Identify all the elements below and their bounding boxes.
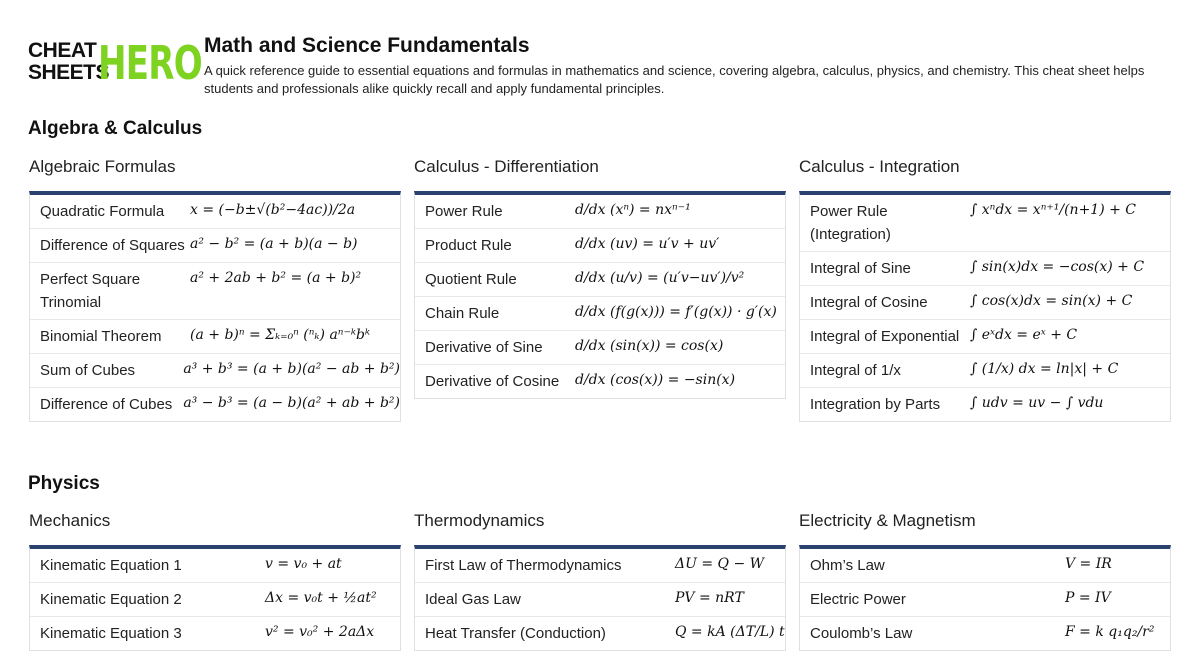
formula-equation: ∫ (1/x) dx = ln|x| + C <box>970 361 1119 377</box>
formula-table <box>414 545 786 651</box>
formula-equation: V = IR <box>1065 556 1112 572</box>
table-row <box>415 195 785 229</box>
formula-equation: v = v₀ + at <box>265 556 342 572</box>
formula-equation: ∫ sin(x)dx = −cos(x) + C <box>970 259 1145 275</box>
formula-equation: PV = nRT <box>675 590 744 606</box>
logo-text: CHEAT SHEETS <box>28 39 110 84</box>
table-row <box>415 617 785 650</box>
formula-label: Product Rule <box>425 237 512 254</box>
formula-equation: Q = kA (ΔT/L) t <box>675 624 785 640</box>
table-row <box>800 617 1170 650</box>
card-title: Calculus - Differentiation <box>414 157 599 176</box>
formula-equation: d/dx (u/v) = (u′v−uv′)/v² <box>575 270 745 286</box>
formula-equation: v² = v₀² + 2aΔx <box>265 624 375 640</box>
table-row <box>30 354 400 388</box>
formula-label: Difference of Squares <box>40 237 185 254</box>
formula-equation: a³ + b³ = (a + b)(a² − ab + b²) <box>183 361 400 377</box>
formula-label: Integral of Sine <box>810 260 911 277</box>
card-calculus-differentiation <box>414 157 786 399</box>
table-row <box>415 229 785 263</box>
formula-label: Quadratic Formula <box>40 203 165 220</box>
table-row <box>415 549 785 583</box>
formula-label: Sum of Cubes <box>40 362 136 379</box>
formula-label: Difference of Cubes <box>40 396 173 413</box>
formula-table <box>414 191 786 399</box>
formula-equation: ∫ udv = uv − ∫ vdu <box>970 395 1104 411</box>
formula-label: Ideal Gas Law <box>425 591 521 608</box>
formula-label: Electric Power <box>810 591 906 608</box>
table-row <box>800 286 1170 320</box>
table-row <box>415 365 785 398</box>
formula-label: Chain Rule <box>425 305 500 322</box>
formula-equation: x = (−b±√(b²−4ac))/2a <box>190 202 356 218</box>
section-title-algebra-calculus: Algebra & Calculus <box>28 118 203 139</box>
table-row <box>415 331 785 365</box>
formula-table <box>29 545 401 651</box>
formula-label: Kinematic Equation 3 <box>40 625 182 642</box>
table-row <box>30 549 400 583</box>
table-row <box>415 297 785 331</box>
logo-hero-text: HERO <box>98 36 202 90</box>
formula-label: Kinematic Equation 1 <box>40 557 182 574</box>
card-title: Mechanics <box>29 511 111 530</box>
formula-label: Integral of Cosine <box>810 294 928 311</box>
formula-label: Power Rule (Integration) <box>810 203 891 243</box>
card-algebraic-formulas <box>29 157 401 422</box>
formula-label: Derivative of Sine <box>425 339 543 356</box>
formula-equation: ∫ eˣdx = eˣ + C <box>970 327 1078 343</box>
table-row <box>30 617 400 650</box>
cheatsheets-hero-logo[interactable] <box>28 36 202 90</box>
formula-label: Coulomb’s Law <box>810 625 913 642</box>
formula-table <box>799 545 1171 651</box>
formula-label: Integration by Parts <box>810 396 941 413</box>
formula-equation: d/dx (uv) = u′v + uv′ <box>575 236 720 252</box>
formula-equation: ΔU = Q − W <box>675 556 765 572</box>
table-row <box>30 583 400 617</box>
formula-label: Perfect Square Trinomial <box>40 271 141 311</box>
formula-equation: d/dx (xⁿ) = nxⁿ⁻¹ <box>575 202 691 218</box>
table-row <box>800 195 1170 252</box>
formula-label: Heat Transfer (Conduction) <box>425 625 606 642</box>
table-row <box>800 388 1170 421</box>
table-row <box>30 263 400 320</box>
formula-equation: d/dx (f(g(x))) = f′(g(x)) · g′(x) <box>575 304 777 320</box>
formula-equation: a³ − b³ = (a − b)(a² + ab + b²) <box>183 395 400 411</box>
card-mechanics <box>29 511 401 651</box>
formula-equation: (a + b)ⁿ = Σₖ₌₀ⁿ (ⁿₖ) aⁿ⁻ᵏbᵏ <box>190 327 371 343</box>
card-title: Electricity & Magnetism <box>799 511 976 530</box>
formula-equation: F = k q₁q₂/r² <box>1065 624 1155 640</box>
card-thermodynamics <box>414 511 786 651</box>
page-description: A quick reference guide to essential equations and formulas in mathematics and science, covering algebra, calculus, physics, and chemistry. This cheat sheet helps students and professionals alike quickly recall and apply fundamental principles. <box>204 63 1145 96</box>
formula-label: Derivative of Cosine <box>425 373 560 390</box>
formula-equation: d/dx (cos(x)) = −sin(x) <box>575 372 736 388</box>
page-title: Math and Science Fundamentals <box>204 34 530 57</box>
formula-equation: ∫ cos(x)dx = sin(x) + C <box>970 293 1133 309</box>
table-row <box>30 388 400 421</box>
table-row <box>415 263 785 297</box>
card-title: Thermodynamics <box>414 511 545 530</box>
formula-equation: Δx = v₀t + ½at² <box>265 590 377 606</box>
card-title: Algebraic Formulas <box>29 157 176 176</box>
formula-label: Integral of Exponential <box>810 328 960 345</box>
formula-label: Power Rule <box>425 203 503 220</box>
formula-label: Integral of 1/x <box>810 362 901 379</box>
section-title-physics: Physics <box>28 473 100 494</box>
formula-equation: a² − b² = (a + b)(a − b) <box>190 236 358 252</box>
formula-equation: P = IV <box>1065 590 1111 606</box>
formula-label: Binomial Theorem <box>40 328 162 345</box>
formula-table <box>29 191 401 422</box>
table-row <box>800 320 1170 354</box>
table-row <box>800 252 1170 286</box>
table-row <box>30 229 400 263</box>
table-row <box>800 549 1170 583</box>
formula-label: Quotient Rule <box>425 271 517 288</box>
table-row <box>800 583 1170 617</box>
formula-label: Ohm’s Law <box>810 557 885 574</box>
formula-equation: ∫ xⁿdx = xⁿ⁺¹/(n+1) + C <box>970 202 1137 218</box>
formula-label: First Law of Thermodynamics <box>425 557 622 574</box>
formula-label: Kinematic Equation 2 <box>40 591 182 608</box>
formula-equation: a² + 2ab + b² = (a + b)² <box>190 270 362 286</box>
table-row <box>30 195 400 229</box>
table-row <box>800 354 1170 388</box>
formula-equation: d/dx (sin(x)) = cos(x) <box>575 338 724 354</box>
formula-table <box>799 191 1171 422</box>
table-row <box>415 583 785 617</box>
page-header <box>28 34 1178 104</box>
card-title: Calculus - Integration <box>799 157 960 176</box>
card-electricity-magnetism <box>799 511 1171 651</box>
table-row <box>30 320 400 354</box>
card-calculus-integration <box>799 157 1171 422</box>
